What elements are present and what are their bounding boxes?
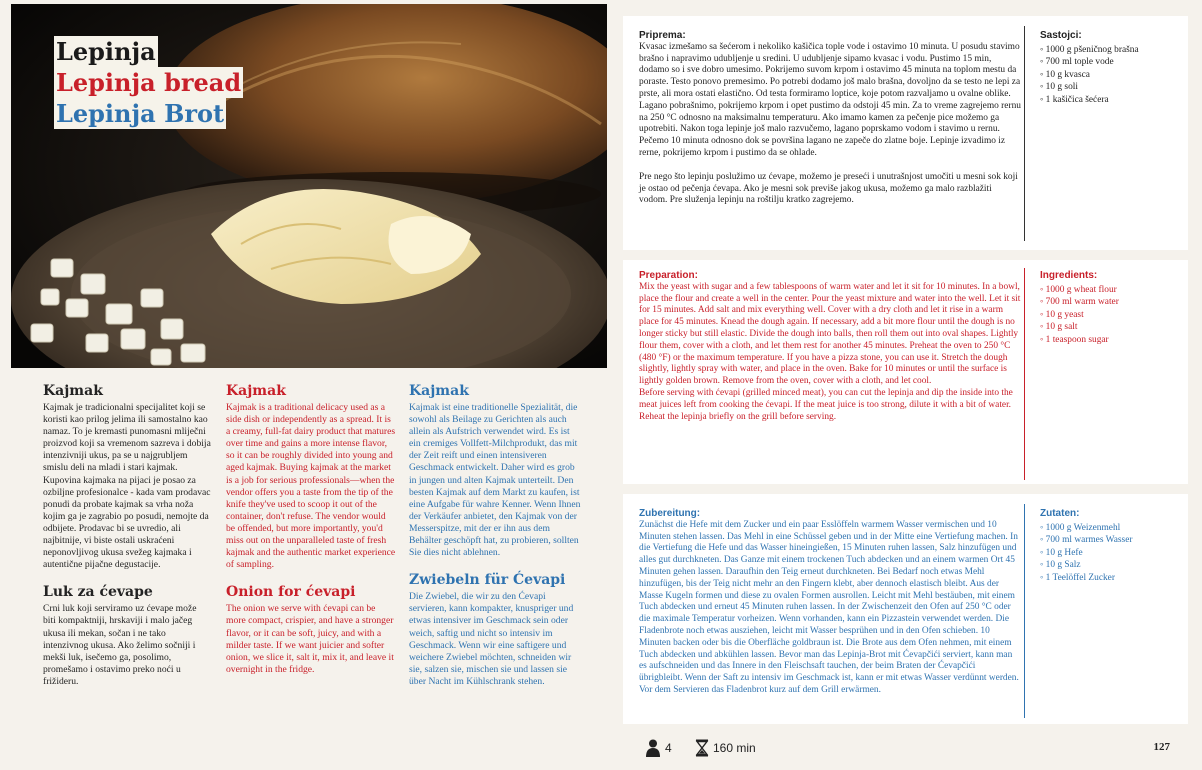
title-de: Lepinja Brot bbox=[56, 99, 225, 128]
kajmak-heading-bs: Kajmak bbox=[43, 383, 103, 399]
kajmak-heading-de: Kajmak bbox=[409, 383, 469, 399]
divider-en bbox=[1024, 268, 1025, 480]
kajmak-text-de: Kajmak ist eine traditionelle Spezialität, die sowohl als Beilage zu Gerichten als auch allein als Aufstrich verwendet wird. Es ist ein cremiges Vollfett-Milchprodukt, das mit der Zeit reift und einen intensiveren Geschmack entwickelt. Daher wird es grob in jungen und alten Kajmak unterteilt. Den besten Kajmak auf dem Markt zu kaufen, ist eine Aufgabe für wahre Kenner. Wenn Ihnen der Verkäufer anbietet, den Kajmak von der Messerspitze, mit der er ihn aus dem Behälter geschöpft hat, zu probieren, sollten Sie dies nicht ablehnen. bbox=[409, 402, 581, 559]
ingredient-item: ◦ 10 g kvasca bbox=[1040, 69, 1180, 82]
column-bs bbox=[43, 383, 211, 688]
servings-info bbox=[645, 739, 672, 757]
ingredient-list-de bbox=[1040, 522, 1180, 585]
prep-text-bs-1: Kvasac izmešamo sa šećerom i nekoliko kašičica tople vode i ostavimo 10 minuta. U posudu stavimo brašno i napravimo udubljenje u sredini. U udubljenje sipamo kvasac i vodu. Pustimo 15 min, dodamo so i sve dobro umesimo. Pokrijemo suvom krpom i ostavimo 45 minuta na toplom mestu da poraste. Testo ponovo premesimo. Po potrebi dodamo još malo brašna, dovoljno da se testo ne lepi za prste, ali mora ostati elastično. Od testa formiramo loptice, koje potom razvaljamo u ovalne oblike. Lagano pobrašnimo, pokrijemo krpom i opet pustimo da odstoji 45 min. Za to vreme zagrejemo rernu na 250 °C odnosno na maksimalnu temperaturu. Ako imamo kamen za pečenje pice možemo ga upotrebiti. Nakon toga lepinje još malo razvučemo, lagano poprskamo vodom i stavimo u rernu. Pečemo 10 minuta odnosno dok se površina lagano ne zapeče do zlatne boje. Lepinje izvadimo iz rerne, pokrijemo krpom i pustimo da se ohlade. bbox=[639, 41, 1021, 158]
page-number: 127 bbox=[1153, 741, 1170, 753]
ingredient-item: ◦ 10 g Salz bbox=[1040, 559, 1180, 572]
preparation-en bbox=[639, 270, 1021, 423]
onion-text-bs: Crni luk koji serviramo uz ćevape može biti kompaktniji, hrskaviji i malo jačeg ukusa ili mekan, sočan i ne tako intenzivnog ukusa. Ako želimo sočniji i mekši luk, isečemo ga, posolimo, promešamo i ostavimo preko noći u frižideru. bbox=[43, 603, 197, 687]
onion-text-de: Die Zwiebel, die wir zu den Ćevapi servieren, kann kompakter, knuspriger und etwas intensiver im Geschmack sein oder weich, saftig und nicht so intensiv im Geschmack. Wenn wir eine saftigere und weichere Zwiebel möchten, schneiden wir sie, salzen sie, mischen sie und lassen sie über Nacht im Kühlschrank stehen. bbox=[409, 591, 574, 687]
recipe-card-en bbox=[623, 260, 1188, 484]
kajmak-text-bs: Kajmak je tradicionalni specijalitet koji se koristi kao prilog jelima ili samostalno kao namaz. To je kremasti punomasni mliječni proizvod koji sa vremenom sazreva i dobija intenzivniji ukus, pa se u najgrublјem smislu deli na mladi i stari kajmak. Kupovina kajmaka na pijaci je posao za ozbiljne profesionalce - kada vam prodavac ponudi da probate kajmak sa vrha noža kojim ga je zagrabio po posudi, nemojte da odbijete. Prodavac bi se uvredio, ali najbitnije, vi biste ostali uskraćeni neponovljivog ukusa svežeg kajmaka i autentične pijačne degustacije. bbox=[43, 402, 211, 571]
recipe-card-de bbox=[623, 494, 1188, 724]
column-en bbox=[226, 383, 396, 676]
ingredient-item: ◦ 1 kašičica šećera bbox=[1040, 94, 1180, 107]
kajmak-text-en: Kajmak is a traditional delicacy used as a side dish or independently as a spread. It is a creamy, full-fat dairy product that matures over time and gains a more intense flavor, so it can be roughly divided into young and aged kajmak. Buying kajmak at the market is a job for serious professionals—when the vendor offers you a taste from the tip of the knife they've used to scoop it out of the container, don't refuse. The vendor would be offended, but more importantly, you'd miss out on the unparalleled taste of fresh kajmak and the authentic market experience of sampling. bbox=[226, 402, 396, 571]
hourglass-icon bbox=[695, 739, 709, 757]
prep-heading-en: Preparation: bbox=[639, 270, 698, 281]
ingr-heading-de: Zutaten: bbox=[1040, 508, 1080, 519]
ingredient-item: ◦ 10 g soli bbox=[1040, 81, 1180, 94]
onion-heading-en: Onion for ćevapi bbox=[226, 584, 356, 601]
onion-text-en: The onion we serve with ćevapi can be more compact, crispier, and have a stronger flavor, or it can be soft, juicy, and with a milder taste. If we want juicier and softer onion, we slice it, salt it, mix it, and leave it overnight in the fridge. bbox=[226, 603, 394, 675]
ingredients-de bbox=[1040, 508, 1180, 585]
ingredient-item: ◦ 700 ml warm water bbox=[1040, 296, 1180, 309]
prep-text-en-2: Before serving with ćevapi (grilled minced meat), you can cut the lepinja and dip the inside into the meat juices left from cooking the ćevapi. If the meat juice is too strong, dilute it with a bit of water. Reheat the lepinja briefly on the grill before serving. bbox=[639, 387, 1013, 422]
ingredients-bs bbox=[1040, 30, 1180, 107]
ingredient-item: ◦ 1000 g pšeničnog brašna bbox=[1040, 44, 1180, 57]
prep-text-en-1: Mix the yeast with sugar and a few tablespoons of warm water and let it sit for 10 minutes. In a bowl, place the flour and create a well in the center. Pour the yeast mixture and water into the well. Let it sit for 15 minutes. Add salt and mix everything well. Cover with a dry cloth and let it rise in a warm place for 45 minutes. Knead the dough again. If necessary, add a bit more flour until the dough is no longer sticky but still elastic. Divide the dough into balls, then roll them out into oval shapes. Lightly flour them, cover with a cloth, and let them rest for another 45 minutes. Preheat the oven to 250 °C (480 °F) or the maximum temperature. If you have a pizza stone, you can use it. Stretch the dough slightly, lightly spray with water, and place in the oven. Bake for 10 minutes or until the surface is lightly golden brown. Remove from the oven, cover with a cloth, and let cool. bbox=[639, 281, 1021, 387]
ingredient-item: ◦ 1000 g Weizenmehl bbox=[1040, 522, 1180, 535]
divider-bs bbox=[1024, 26, 1025, 241]
cooking-time: 160 min bbox=[713, 741, 756, 755]
ingredient-list-en bbox=[1040, 284, 1180, 347]
ingr-heading-en: Ingredients: bbox=[1040, 270, 1098, 281]
ingredient-item: ◦ 10 g Hefe bbox=[1040, 547, 1180, 560]
ingredient-item: ◦ 1 Teelöffel Zucker bbox=[1040, 572, 1180, 585]
ingredient-item: ◦ 1000 g wheat flour bbox=[1040, 284, 1180, 297]
title-en: Lepinja bread bbox=[56, 68, 242, 97]
title-bs: Lepinja bbox=[56, 37, 156, 66]
ingredient-item: ◦ 1 teaspoon sugar bbox=[1040, 334, 1180, 347]
person-icon bbox=[645, 739, 661, 757]
prep-text-de: Zunächst die Hefe mit dem Zucker und ein paar Esslöffeln warmem Wasser vermischen und 10 Minuten stehen lassen. Das Mehl in eine Schüssel geben und in der Mitte eine Vertiefung machen. In die Vertiefung die Hefe und das Wasser hineingießen, 15 Minuten ruhen lassen, Salz hinzufügen und alles gut durchkneten. Das Ganze mit einem trockenen Tuch abdecken und an einem warmen Ort 45 Minuten gehen lassen. Daraufhin den Teig erneut durchkneten. Bei Bedarf noch etwas Mehl hinzufügen, bis der Teig nicht mehr an den Fingern klebt, aber dennoch elastisch bleibt. Aus der Masse Kugeln formen und diese zu ovalen Formen ausrollen. Leicht mit Mehl bestäuben, mit einem Tuch abdecken und erneut 45 Minuten ruhen lassen. In der Zwischenzeit den Ofen auf 250 °C oder die maximale Temperatur vorheizen. Wenn vorhanden, kann ein Pizzastein verwendet werden. Die Fladenbrote noch etwas ausziehen, leicht mit Wasser besprühen und in den Ofen schieben. 10 Minuten backen oder bis die Oberfläche goldbraun ist. Die Brote aus dem Ofen nehmen, mit einem Tuch abdecken und abkühlen lassen. Bevor man das Lepinja-Brot mit Ćevapčići serviert, kann man es aufschneiden und das Innere in den Fleischsaft tauchen, der beim Braten der Ćevapčići übrigbleibt. Wenn der Saft zu intensiv im Geschmack ist, kann er mit etwas Wasser verdünnt werden. Vor dem Servieren das Fladenbrot kurz auf dem Grill erwärmen. bbox=[639, 519, 1019, 695]
onion-heading-bs: Luk za ćevape bbox=[43, 584, 153, 601]
ingredient-item: ◦ 700 ml warmes Wasser bbox=[1040, 534, 1180, 547]
column-de bbox=[409, 383, 581, 688]
recipe-card-bs bbox=[623, 16, 1188, 250]
prep-heading-de: Zubereitung: bbox=[639, 508, 701, 519]
ingr-heading-bs: Sastojci: bbox=[1040, 30, 1082, 41]
kajmak-heading-en: Kajmak bbox=[226, 383, 286, 399]
time-info bbox=[695, 739, 756, 757]
onion-heading-de: Zwiebeln für Ćevapi bbox=[409, 572, 566, 589]
preparation-de bbox=[639, 508, 1021, 697]
title-block bbox=[54, 36, 243, 129]
ingredient-list-bs bbox=[1040, 44, 1180, 107]
ingredient-item: ◦ 10 g salt bbox=[1040, 321, 1180, 334]
prep-text-bs-2: Pre nego što lepinju poslužimo uz ćevape, možemo je preseći i unutrašnjost umočiti u mesni sok koji je ostao od pečenja ćevapa. Ako je mesni sok previše jakog ukusa, možemo ga malo razblažiti vodom. Pre služenja lepinju na roštilju kratko zagrejemo. bbox=[639, 171, 1018, 206]
ingredients-en bbox=[1040, 270, 1180, 347]
ingredient-item: ◦ 10 g yeast bbox=[1040, 309, 1180, 322]
preparation-bs bbox=[639, 30, 1021, 207]
ingredient-item: ◦ 700 ml tople vode bbox=[1040, 56, 1180, 69]
servings-count: 4 bbox=[665, 741, 672, 755]
divider-de bbox=[1024, 504, 1025, 718]
recipe-footer bbox=[645, 739, 1175, 759]
lepinja-photo bbox=[11, 4, 607, 368]
prep-heading-bs: Priprema: bbox=[639, 30, 686, 41]
